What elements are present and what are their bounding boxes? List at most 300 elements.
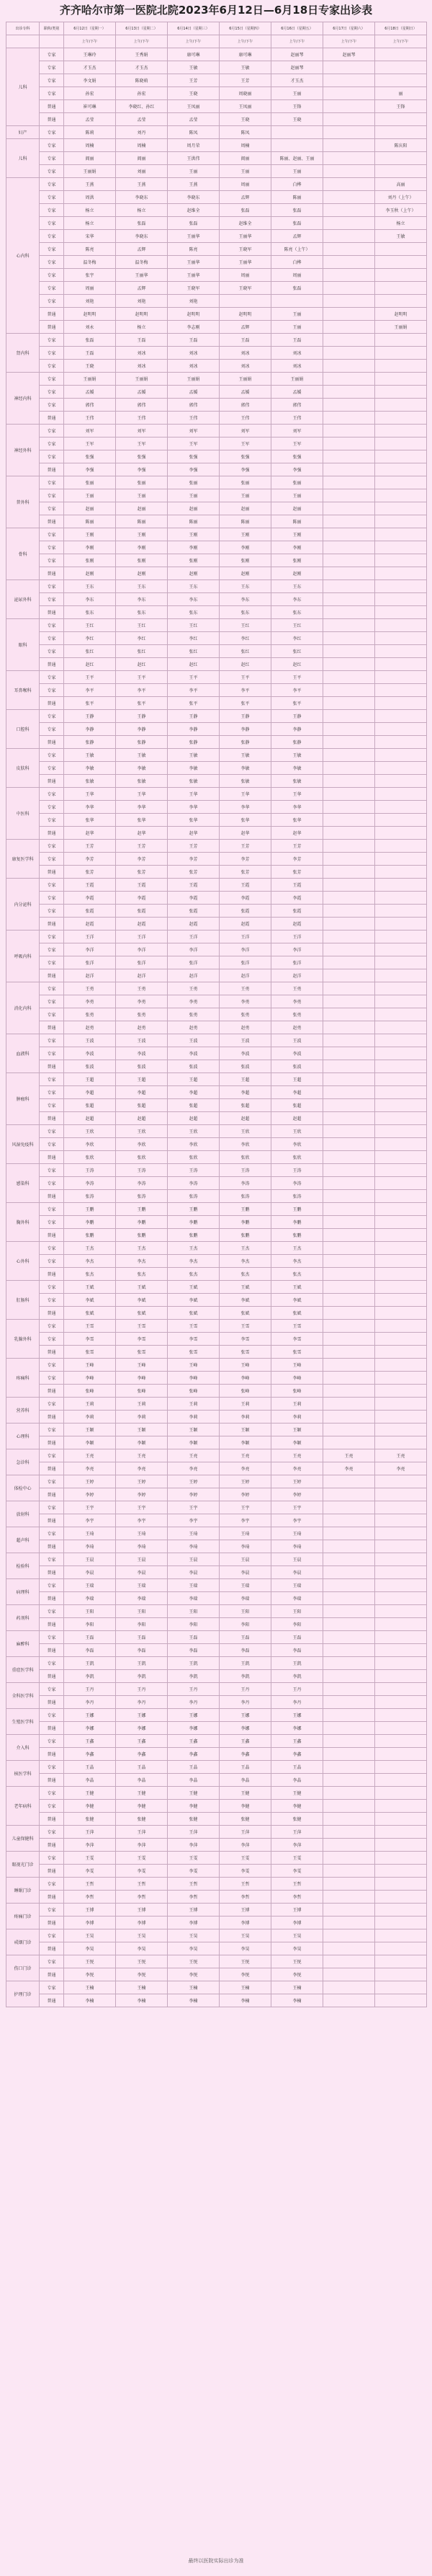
subheader-session: 上午/下午 bbox=[64, 35, 116, 48]
doctor-cell: 赵华 bbox=[271, 827, 323, 840]
doctor-cell bbox=[323, 61, 375, 74]
doctor-cell bbox=[375, 1722, 427, 1735]
doctor-cell bbox=[375, 1981, 427, 1994]
doctor-cell: 张霞 bbox=[271, 905, 323, 918]
doctor-cell: 王东 bbox=[168, 580, 220, 593]
table-row bbox=[6, 347, 427, 360]
doctor-cell bbox=[323, 347, 375, 360]
doctor-cell: 王婷 bbox=[220, 1475, 271, 1488]
doctor-cell bbox=[323, 1592, 375, 1605]
doctor-cell: 王勇 bbox=[116, 982, 168, 995]
doctor-cell: 王华 bbox=[64, 788, 116, 801]
table-row bbox=[6, 1216, 427, 1229]
doctor-cell bbox=[323, 1216, 375, 1229]
doctor-cell bbox=[323, 723, 375, 736]
kind-cell: 专家 bbox=[40, 1579, 64, 1592]
doctor-cell: 王亮 bbox=[64, 1449, 116, 1462]
doctor-cell: 张霞 bbox=[220, 905, 271, 918]
table-row bbox=[6, 1073, 427, 1086]
doctor-cell: 李芳 bbox=[271, 853, 323, 866]
doctor-cell: 王杰 bbox=[64, 1242, 116, 1255]
doctor-cell: 王琦 bbox=[220, 1527, 271, 1540]
doctor-cell: 王军 bbox=[168, 438, 220, 450]
table-row bbox=[6, 1878, 427, 1891]
doctor-cell: 张刚 bbox=[271, 554, 323, 567]
doctor-cell: 赵丽 bbox=[271, 502, 323, 515]
doctor-cell: 王燕 bbox=[168, 178, 220, 191]
doctor-cell bbox=[323, 632, 375, 645]
doctor-cell: 赵霞 bbox=[220, 918, 271, 931]
kind-cell: 专家 bbox=[40, 243, 64, 256]
doctor-cell: 李宇 bbox=[64, 1514, 116, 1527]
doctor-cell: 李霞 bbox=[271, 892, 323, 905]
doctor-cell: 李娜 bbox=[64, 1722, 116, 1735]
table-row bbox=[6, 1294, 427, 1307]
doctor-cell: 李平 bbox=[116, 684, 168, 697]
subheader-blank bbox=[40, 35, 64, 48]
doctor-cell: 陈丽 bbox=[271, 515, 323, 528]
doctor-cell bbox=[323, 178, 375, 191]
doctor-cell: 王燕 bbox=[64, 178, 116, 191]
doctor-cell: 王晓 bbox=[64, 360, 116, 373]
doctor-cell: 张磊 bbox=[116, 217, 168, 230]
doctor-cell: 王悦 bbox=[116, 1955, 168, 1968]
doctor-cell bbox=[323, 1333, 375, 1346]
kind-cell: 普通 bbox=[40, 1968, 64, 1981]
doctor-cell bbox=[271, 126, 323, 139]
doctor-cell: 李涛 bbox=[64, 1177, 116, 1190]
doctor-cell: 王刚 bbox=[64, 528, 116, 541]
doctor-cell: 李鑫 bbox=[116, 1748, 168, 1761]
doctor-cell: 赵洋 bbox=[271, 969, 323, 982]
doctor-cell bbox=[375, 1203, 427, 1216]
doctor-cell: 王莉 bbox=[116, 1398, 168, 1411]
doctor-cell: 王琦 bbox=[64, 1527, 116, 1540]
doctor-cell: 李洋 bbox=[64, 943, 116, 956]
doctor-cell: 李阳 bbox=[220, 1618, 271, 1631]
doctor-cell: 张超 bbox=[220, 1099, 271, 1112]
doctor-cell bbox=[375, 762, 427, 775]
doctor-cell: 李刚 bbox=[64, 541, 116, 554]
doctor-cell: 王磊 bbox=[168, 334, 220, 347]
doctor-cell bbox=[375, 1086, 427, 1099]
header-day: 6月14日（星期三） bbox=[168, 22, 220, 35]
kind-cell: 专家 bbox=[40, 1852, 64, 1865]
table-row bbox=[6, 1307, 427, 1320]
doctor-cell: 李欣 bbox=[271, 1138, 323, 1151]
doctor-cell: 王芳 bbox=[168, 74, 220, 87]
doctor-cell bbox=[323, 1242, 375, 1255]
doctor-cell: 王东 bbox=[116, 580, 168, 593]
doctor-cell: 王晨 bbox=[116, 1553, 168, 1566]
doctor-cell: 王阳 bbox=[116, 1605, 168, 1618]
doctor-cell: 王莉 bbox=[220, 1398, 271, 1411]
table-row bbox=[6, 1540, 427, 1553]
doctor-cell bbox=[323, 645, 375, 658]
doctor-cell: 张红 bbox=[220, 645, 271, 658]
table-row bbox=[6, 801, 427, 814]
table-row bbox=[6, 1281, 427, 1294]
doctor-cell: 张平 bbox=[168, 697, 220, 710]
table-row bbox=[6, 438, 427, 450]
table-row bbox=[6, 684, 427, 697]
doctor-cell bbox=[323, 412, 375, 425]
doctor-cell bbox=[323, 360, 375, 373]
doctor-cell bbox=[375, 995, 427, 1008]
doctor-cell: 李文娟 bbox=[64, 74, 116, 87]
kind-cell: 专家 bbox=[40, 191, 64, 204]
doctor-cell: 王华 bbox=[220, 788, 271, 801]
kind-cell: 专家 bbox=[40, 269, 64, 282]
doctor-cell bbox=[323, 204, 375, 217]
doctor-cell bbox=[323, 684, 375, 697]
table-row bbox=[6, 632, 427, 645]
doctor-cell: 张欣 bbox=[116, 1151, 168, 1164]
table-row bbox=[6, 1436, 427, 1449]
doctor-cell: 王瑞 bbox=[220, 1579, 271, 1592]
table-row bbox=[6, 1346, 427, 1359]
doctor-cell: 王婷 bbox=[116, 1475, 168, 1488]
kind-cell: 专家 bbox=[40, 334, 64, 347]
table-row bbox=[6, 1696, 427, 1709]
kind-cell: 普通 bbox=[40, 1566, 64, 1579]
doctor-cell: 王秀娟 bbox=[116, 48, 168, 61]
doctor-cell: 王鑫 bbox=[220, 1735, 271, 1748]
dept-cell: 眼科 bbox=[6, 619, 40, 671]
doctor-cell: 陈丽 bbox=[168, 515, 220, 528]
table-row bbox=[6, 1060, 427, 1073]
kind-cell: 普通 bbox=[40, 567, 64, 580]
doctor-cell bbox=[375, 866, 427, 879]
table-row bbox=[6, 1320, 427, 1333]
table-row bbox=[6, 256, 427, 269]
doctor-cell: 李超 bbox=[271, 1086, 323, 1099]
kind-cell: 专家 bbox=[40, 1501, 64, 1514]
doctor-cell: 王霞 bbox=[116, 879, 168, 892]
dept-cell: 心理科 bbox=[6, 1424, 40, 1449]
kind-cell: 专家 bbox=[40, 995, 64, 1008]
doctor-cell bbox=[323, 879, 375, 892]
kind-cell: 专家 bbox=[40, 1631, 64, 1644]
doctor-cell bbox=[323, 1929, 375, 1942]
table-row bbox=[6, 1229, 427, 1242]
doctor-cell bbox=[323, 1670, 375, 1683]
doctor-cell: 李丹 bbox=[271, 1696, 323, 1709]
dept-cell: 内分泌科 bbox=[6, 879, 40, 931]
kind-cell: 专家 bbox=[40, 1735, 64, 1748]
dept-cell: 儿科 bbox=[6, 139, 40, 178]
doctor-cell: 李晨 bbox=[271, 1566, 323, 1579]
doctor-cell bbox=[323, 801, 375, 814]
table-row bbox=[6, 840, 427, 853]
doctor-cell bbox=[323, 1060, 375, 1073]
doctor-cell bbox=[375, 1605, 427, 1618]
doctor-cell: 李勇 bbox=[116, 995, 168, 1008]
doctor-cell: 王萍 bbox=[220, 1826, 271, 1839]
doctor-cell bbox=[323, 1618, 375, 1631]
table-row bbox=[6, 710, 427, 723]
doctor-cell: 张芳 bbox=[220, 866, 271, 879]
kind-cell: 专家 bbox=[40, 788, 64, 801]
dept-cell: 儿科 bbox=[6, 48, 40, 126]
doctor-cell: 张杰 bbox=[168, 1268, 220, 1281]
doctor-cell bbox=[375, 840, 427, 853]
doctor-cell: 王晓军 bbox=[168, 282, 220, 295]
doctor-cell bbox=[323, 165, 375, 178]
table-row bbox=[6, 1449, 427, 1462]
doctor-cell: 郭伟 bbox=[220, 399, 271, 412]
doctor-cell bbox=[323, 1203, 375, 1216]
doctor-cell: 王红 bbox=[64, 619, 116, 632]
doctor-cell bbox=[375, 386, 427, 399]
kind-cell: 专家 bbox=[40, 1761, 64, 1774]
doctor-cell: 李婷 bbox=[220, 1488, 271, 1501]
doctor-cell: 王丹 bbox=[64, 1683, 116, 1696]
doctor-cell: 李博 bbox=[220, 1917, 271, 1929]
doctor-cell: 康可琳 bbox=[168, 48, 220, 61]
doctor-cell: 王伟 bbox=[271, 412, 323, 425]
kind-cell: 专家 bbox=[40, 1203, 64, 1216]
doctor-cell: 李萍 bbox=[116, 1839, 168, 1852]
doctor-cell bbox=[375, 152, 427, 165]
doctor-cell bbox=[323, 593, 375, 606]
doctor-cell: 王雪 bbox=[64, 1320, 116, 1333]
doctor-cell bbox=[323, 450, 375, 463]
kind-cell: 专家 bbox=[40, 1138, 64, 1151]
doctor-cell: 张霞 bbox=[64, 905, 116, 918]
doctor-cell: 王瑞 bbox=[64, 1579, 116, 1592]
doctor-cell: 杨立 bbox=[64, 204, 116, 217]
doctor-cell: 张洋 bbox=[220, 956, 271, 969]
doctor-cell: 陈凤 bbox=[220, 126, 271, 139]
doctor-cell: 刘冰 bbox=[168, 347, 220, 360]
table-row bbox=[6, 412, 427, 425]
doctor-cell bbox=[323, 814, 375, 827]
doctor-cell: 李娜 bbox=[168, 1722, 220, 1735]
doctor-cell bbox=[375, 61, 427, 74]
doctor-cell bbox=[323, 87, 375, 100]
doctor-cell: 张平 bbox=[116, 697, 168, 710]
kind-cell: 专家 bbox=[40, 931, 64, 943]
doctor-cell: 李鹏 bbox=[64, 1216, 116, 1229]
doctor-cell: 张丽 bbox=[64, 476, 116, 489]
doctor-cell bbox=[375, 749, 427, 762]
header-day: 6月16日（星期五） bbox=[271, 22, 323, 35]
doctor-cell: 李红 bbox=[220, 632, 271, 645]
doctor-cell: 李晓东 bbox=[116, 230, 168, 243]
kind-cell: 普通 bbox=[40, 1618, 64, 1631]
doctor-cell bbox=[323, 749, 375, 762]
kind-cell: 专家 bbox=[40, 204, 64, 217]
doctor-cell: 李波 bbox=[168, 1047, 220, 1060]
doctor-cell: 王悦 bbox=[64, 1955, 116, 1968]
doctor-cell: 王莉 bbox=[64, 1398, 116, 1411]
doctor-cell: 李强 bbox=[220, 463, 271, 476]
doctor-cell bbox=[323, 217, 375, 230]
kind-cell: 专家 bbox=[40, 399, 64, 412]
doctor-cell: 王敏 bbox=[220, 749, 271, 762]
doctor-cell: 李峰 bbox=[116, 1372, 168, 1385]
doctor-cell: 李宇 bbox=[220, 1514, 271, 1527]
doctor-cell bbox=[375, 1307, 427, 1320]
doctor-cell: 李晓红、孙红 bbox=[116, 100, 168, 113]
doctor-cell bbox=[323, 1813, 375, 1826]
doctor-cell: 王琳玲 bbox=[64, 48, 116, 61]
doctor-cell: 王敏 bbox=[375, 230, 427, 243]
table-row bbox=[6, 606, 427, 619]
doctor-cell: 王丽 bbox=[220, 489, 271, 502]
doctor-cell: 赵霞 bbox=[168, 918, 220, 931]
kind-cell: 专家 bbox=[40, 1255, 64, 1268]
table-row bbox=[6, 1203, 427, 1216]
doctor-cell bbox=[375, 606, 427, 619]
kind-cell: 专家 bbox=[40, 476, 64, 489]
doctor-cell: 郭伟 bbox=[116, 399, 168, 412]
doctor-cell: 王丽娟 bbox=[220, 373, 271, 386]
doctor-cell: 李涛 bbox=[271, 1177, 323, 1190]
table-row bbox=[6, 191, 427, 204]
doctor-cell: 赵霞 bbox=[116, 918, 168, 931]
doctor-cell bbox=[323, 1151, 375, 1164]
kind-cell: 普通 bbox=[40, 1060, 64, 1073]
kind-cell: 专家 bbox=[40, 528, 64, 541]
doctor-cell: 王亮 bbox=[168, 1449, 220, 1462]
dept-cell: 胸外科 bbox=[6, 1203, 40, 1242]
doctor-cell bbox=[375, 1917, 427, 1929]
doctor-cell: 张磊 bbox=[168, 217, 220, 230]
doctor-cell: 赵洋 bbox=[116, 969, 168, 982]
doctor-cell: 王丽 bbox=[116, 489, 168, 502]
doctor-cell: 王晨 bbox=[271, 1553, 323, 1566]
doctor-cell: 李健 bbox=[116, 1800, 168, 1813]
kind-cell: 专家 bbox=[40, 1125, 64, 1138]
doctor-cell: 张芳 bbox=[168, 866, 220, 879]
doctor-cell: 王亮 bbox=[375, 1449, 427, 1462]
doctor-cell: 王鑫 bbox=[271, 1735, 323, 1748]
dept-cell: 感染科 bbox=[6, 1164, 40, 1203]
doctor-cell: 赵华 bbox=[64, 827, 116, 840]
doctor-cell: 李萍 bbox=[271, 1839, 323, 1852]
doctor-cell: 张敏 bbox=[116, 775, 168, 788]
doctor-cell: 张磊 bbox=[64, 334, 116, 347]
doctor-cell: 李琦 bbox=[220, 1540, 271, 1553]
table-row bbox=[6, 1475, 427, 1488]
kind-cell: 专家 bbox=[40, 282, 64, 295]
table-row bbox=[6, 1125, 427, 1138]
kind-cell: 普通 bbox=[40, 412, 64, 425]
table-row bbox=[6, 554, 427, 567]
doctor-cell: 王峰 bbox=[64, 1359, 116, 1372]
doctor-cell: 李鑫 bbox=[271, 1748, 323, 1761]
header-day: 6月18日（星期日） bbox=[375, 22, 427, 35]
doctor-cell: 丽 bbox=[375, 87, 427, 100]
table-row bbox=[6, 1398, 427, 1411]
doctor-cell: 张静 bbox=[116, 736, 168, 749]
doctor-cell: 王晶 bbox=[220, 1761, 271, 1774]
doctor-cell: 王昊 bbox=[116, 1929, 168, 1942]
doctor-cell: 王丽娟 bbox=[64, 165, 116, 178]
doctor-cell bbox=[375, 969, 427, 982]
kind-cell: 专家 bbox=[40, 1424, 64, 1436]
kind-cell: 专家 bbox=[40, 892, 64, 905]
doctor-cell: 孟辉 bbox=[116, 243, 168, 256]
doctor-cell bbox=[323, 1073, 375, 1086]
doctor-cell bbox=[323, 321, 375, 334]
doctor-cell bbox=[375, 853, 427, 866]
doctor-cell: 李昊 bbox=[168, 1942, 220, 1955]
table-row bbox=[6, 1852, 427, 1865]
dept-cell: 肾内科 bbox=[6, 334, 40, 373]
doctor-cell: 王宇 bbox=[220, 1501, 271, 1514]
doctor-cell: 陈丽 bbox=[220, 515, 271, 528]
doctor-cell bbox=[375, 1878, 427, 1891]
table-row bbox=[6, 334, 427, 347]
doctor-cell bbox=[323, 736, 375, 749]
doctor-cell: 张健 bbox=[64, 1813, 116, 1826]
doctor-cell bbox=[375, 892, 427, 905]
doctor-cell bbox=[375, 879, 427, 892]
doctor-cell bbox=[375, 1112, 427, 1125]
table-row bbox=[6, 373, 427, 386]
doctor-cell bbox=[323, 995, 375, 1008]
doctor-cell: 王婷 bbox=[64, 1475, 116, 1488]
table-row bbox=[6, 139, 427, 152]
doctor-cell: 王欣 bbox=[116, 1125, 168, 1138]
doctor-cell bbox=[271, 295, 323, 308]
doctor-cell: 李凯 bbox=[271, 1670, 323, 1683]
dept-cell: 介入科 bbox=[6, 1735, 40, 1761]
doctor-cell: 李涛 bbox=[116, 1177, 168, 1190]
doctor-cell: 赵刚 bbox=[168, 567, 220, 580]
doctor-cell: 张波 bbox=[220, 1060, 271, 1073]
kind-cell: 专家 bbox=[40, 425, 64, 438]
doctor-cell: 王凯 bbox=[168, 1657, 220, 1670]
table-row bbox=[6, 1981, 427, 1994]
doctor-cell bbox=[375, 1929, 427, 1942]
doctor-cell: 李华 bbox=[271, 801, 323, 814]
doctor-cell: 张东 bbox=[116, 606, 168, 619]
doctor-cell: 王雯 bbox=[271, 1852, 323, 1865]
doctor-cell: 李瑞 bbox=[220, 1592, 271, 1605]
table-row bbox=[6, 1424, 427, 1436]
doctor-cell: 王霞 bbox=[271, 879, 323, 892]
doctor-cell: 张欣 bbox=[220, 1151, 271, 1164]
doctor-cell: 张超 bbox=[116, 1099, 168, 1112]
doctor-cell: 王丽 bbox=[168, 165, 220, 178]
doctor-cell: 李晶 bbox=[271, 1774, 323, 1787]
doctor-cell: 王波 bbox=[271, 1034, 323, 1047]
dept-cell: 检验科 bbox=[6, 1553, 40, 1579]
doctor-cell: 孙宏 bbox=[64, 87, 116, 100]
doctor-cell: 李刚 bbox=[271, 541, 323, 554]
doctor-cell: 王宇 bbox=[271, 1501, 323, 1514]
doctor-cell: 赵丽 bbox=[64, 502, 116, 515]
doctor-cell bbox=[323, 334, 375, 347]
doctor-cell: 刘艳 bbox=[64, 295, 116, 308]
doctor-cell: 赵洋 bbox=[64, 969, 116, 982]
doctor-cell: 孟辉 bbox=[220, 191, 271, 204]
doctor-cell bbox=[375, 515, 427, 528]
kind-cell: 专家 bbox=[40, 1800, 64, 1813]
table-row bbox=[6, 1605, 427, 1618]
kind-cell: 专家 bbox=[40, 1475, 64, 1488]
doctor-cell: 赵洋 bbox=[220, 969, 271, 982]
table-row bbox=[6, 931, 427, 943]
doctor-cell: 王雯 bbox=[168, 1852, 220, 1865]
doctor-cell bbox=[375, 723, 427, 736]
doctor-cell bbox=[323, 1761, 375, 1774]
doctor-cell: 李涛 bbox=[220, 1177, 271, 1190]
